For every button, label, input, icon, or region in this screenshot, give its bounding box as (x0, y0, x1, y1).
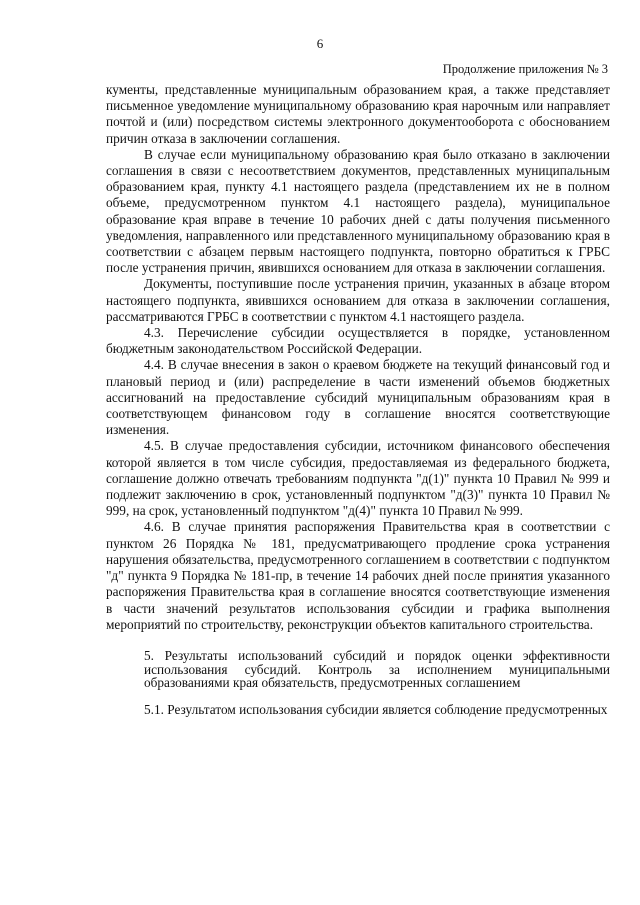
paragraph: В случае если муниципальному образованию края было отказано в заключении соглашения в связи с несоответствием документов, представленных муниципальным образованием края, пункту 4.1 настоящего раздела (представлением их не в полном объеме, предусмотренном пунктом 4.1 настоящего раздела), муниципальное образование края вправе в течение 10 рабочих дней с даты получения письменного уведомления, направленного или представленного муниципальному образованию края в соответствии с абзацем первым настоящего подпункта, повторно обратиться к ГРБС после устранения причин, явившихся основанием для отказа в заключении соглашения. (106, 146, 610, 276)
paragraph: 4.5. В случае предоставления субсидии, источником финансового обеспечения которой является в том числе субсидия, предоставляемая из федерального бюджета, соглашение должно отвечать требованиям подпункта "д(1)" пункта 10 Правил № 999 и подлежит заключению в срок, установленный подпунктом "д(3)" пункта 10 Правил № 999, на срок, установленный подпунктом "д(4)" пункта 10 Правил № 999. (106, 438, 610, 519)
paragraph: 5.1. Результатом использования субсидии является соблюдение предусмотренных (144, 701, 608, 717)
paragraph: 4.3. Перечисление субсидии осуществляется в порядке, установленном бюджетным законодательством Российской Федерации. (106, 325, 610, 357)
section-heading: 5. Результаты использований субсидий и порядок оценки эффективности использования субсидий. Контроль за исполнением муниципальными образованиями края обязательств, предусмотренных соглашением (144, 647, 610, 691)
paragraph: 4.4. В случае внесения в закон о краевом бюджете на текущий финансовый год и плановый период и (или) распределение в части изменений объемов бюджетных ассигнований на предоставление субсидий муниципальным образованиям края в соответствующем финансовом году в соглашение вносятся соответствующие изменения. (106, 357, 610, 438)
paragraph: Документы, поступившие после устранения причин, указанных в абзаце втором настоящего подпункта, явившихся основанием для отказа в заключении соглашения, рассматриваются ГРБС в соответствии с пунктом 4.1 настоящего раздела. (106, 276, 610, 324)
paragraph: кументы, представленные муниципальным образованием края, а также представляет письменное уведомление муниципальному образованию края нарочным или направляет почтой и (или) посредством системы электронного документооборота с обоснованием причин отказа в заключении соглашения. (106, 82, 610, 146)
paragraph: 4.6. В случае принятия распоряжения Правительства края в соответствии с пунктом 26 Порядка № 181, предусматривающего продление срока устранения нарушения обязательства, предусмотренного соглашением в соответствии с подпунктом "д" пункта 9 Порядка № 181-пр, в течение 14 рабочих дней после принятия указанного распоряжения Правительства края в соглашение вносятся соответствующие изменения в части значений результатов использования субсидии и графика выполнения мероприятий по строительству, реконструкции объектов капитального строительства. (106, 519, 610, 632)
page-number: 6 (316, 36, 324, 51)
document-body (106, 82, 610, 718)
appendix-continuation-label: Продолжение приложения № 3 (442, 62, 608, 76)
